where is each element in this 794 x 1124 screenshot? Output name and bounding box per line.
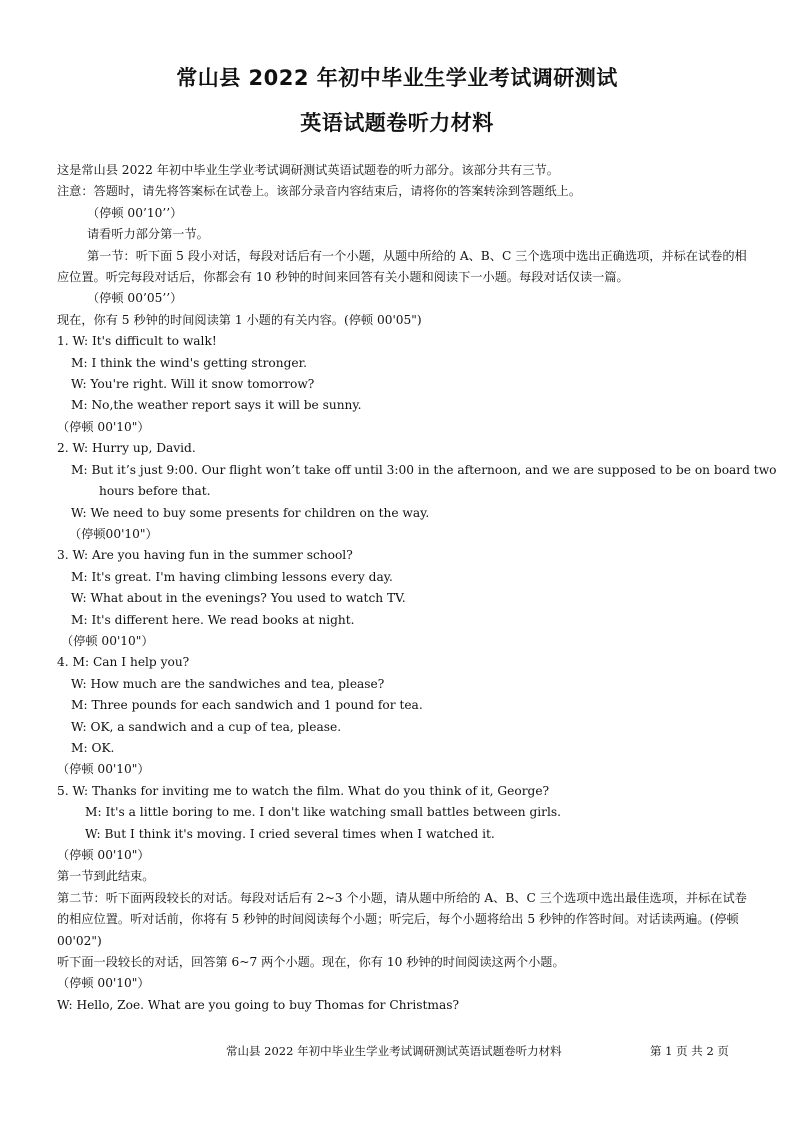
page-number: 第 1 页 共 2 页 [650, 1044, 729, 1058]
section1-prompt: 请看听力部分第一节。 [87, 227, 209, 242]
page-subtitle: 英语试题卷听力材料 [300, 111, 494, 135]
dialog-line: 4. M: Can I help you? [57, 655, 190, 670]
intro-paragraph: 这是常山县 2022 年初中毕业生学业考试调研测试英语试题卷的听力部分。该部分共有三节。 [57, 163, 559, 177]
dialog-line: M: I think the wind's getting stronger. [71, 355, 307, 370]
section1-description: 第一节：听下面 5 段小对话，每段对话后有一个小题，从题中所给的 A、B、C 三个选项中选出正确选项，并标在试卷的相应位置。听完每段对话后，你都会有 10 秒钟的时间来回答有关小题和阅读下一小题。每段对话仅读一篇。 [57, 248, 747, 285]
document-body [57, 160, 777, 1016]
dialog-line: W: How much are the sandwiches and tea, please? [71, 676, 385, 691]
q1-prep: 现在，你有 5 秒钟的时间阅读第 1 小题的有关内容。(停顿 00'05") [57, 312, 422, 327]
dialog-line: W: But I think it's moving. I cried several times when I watched it. [85, 826, 495, 841]
dialog-line: W: You're right. Will it snow tomorrow? [71, 377, 315, 392]
page-title: 常山县 2022 年初中毕业生学业考试调研测试 [176, 66, 618, 90]
dialog-line: 3. W: Are you having fun in the summer school? [57, 548, 353, 563]
pause-instruction: （停顿 00’10’’） [87, 205, 183, 220]
pause-instruction: （停顿 00'10"） [57, 419, 150, 434]
pause-instruction: （停顿 00'10"） [57, 976, 150, 991]
pause-instruction: （停顿00'10"） [69, 526, 158, 541]
dialog-line: M: But it’s just 9:00. Our flight won’t take off until 3:00 in the afternoon, and we are supposed to be on board two [71, 462, 777, 477]
dialog-line: 2. W: Hurry up, David. [57, 441, 196, 456]
footer-title: 常山县 2022 年初中毕业生学业考试调研测试英语试题卷听力材料 [226, 1044, 562, 1058]
notice-paragraph: 注意：答题时，请先将答案标在试卷上。该部分录音内容结束后，请将你的答案转涂到答题纸上。 [57, 184, 582, 199]
dialog-line: M: It's different here. We read books at night. [71, 612, 355, 627]
section2-description: 第二节：听下面两段较长的对话。每段对话后有 2~3 个小题，请从题中所给的 A、B、C 三个选项中选出最佳选项，并标在试卷的相应位置。听对话前，你将有 5 秒钟的时间阅读每个小题；听完后，每个小题将给出 5 秒钟的作答时间。对话读两遍。(停顿 00'02") [57, 890, 747, 948]
dialog-line: M: It's great. I'm having climbing lessons every day. [71, 569, 393, 584]
pause-instruction: （停顿 00’05’’） [87, 291, 183, 306]
dialog-line: W: What about in the evenings? You used to watch TV. [71, 591, 406, 606]
pause-instruction: （停顿 00'10"） [57, 762, 150, 777]
dialog-line: M: OK. [71, 740, 115, 755]
dialog-line: W: OK, a sandwich and a cup of tea, please. [71, 719, 342, 734]
section1-end: 第一节到此结束。 [57, 869, 155, 884]
pause-instruction: （停顿 00'10"） [57, 848, 150, 862]
dialog-line: M: It's a little boring to me. I don't like watching small battles between girls. [85, 805, 562, 820]
dialog-line: W: Hello, Zoe. What are you going to buy Thomas for Christmas? [57, 997, 460, 1012]
q67-prep: 听下面一段较长的对话，回答第 6~7 两个小题。现在，你有 10 秒钟的时间阅读这两个小题。 [57, 955, 565, 970]
dialog-line: M: No,the weather report says it will be sunny. [71, 398, 362, 413]
dialog-line: M: Three pounds for each sandwich and 1 pound for tea. [71, 698, 423, 713]
dialog-line: hours before that. [99, 484, 211, 499]
dialog-line: 5. W: Thanks for inviting me to watch the film. What do you think of it, George? [57, 783, 550, 798]
dialog-line: 1. W: It's difficult to walk! [57, 334, 217, 349]
pause-instruction: （停顿 00'10"） [61, 633, 154, 648]
dialog-line: W: We need to buy some presents for children on the way. [71, 505, 430, 520]
